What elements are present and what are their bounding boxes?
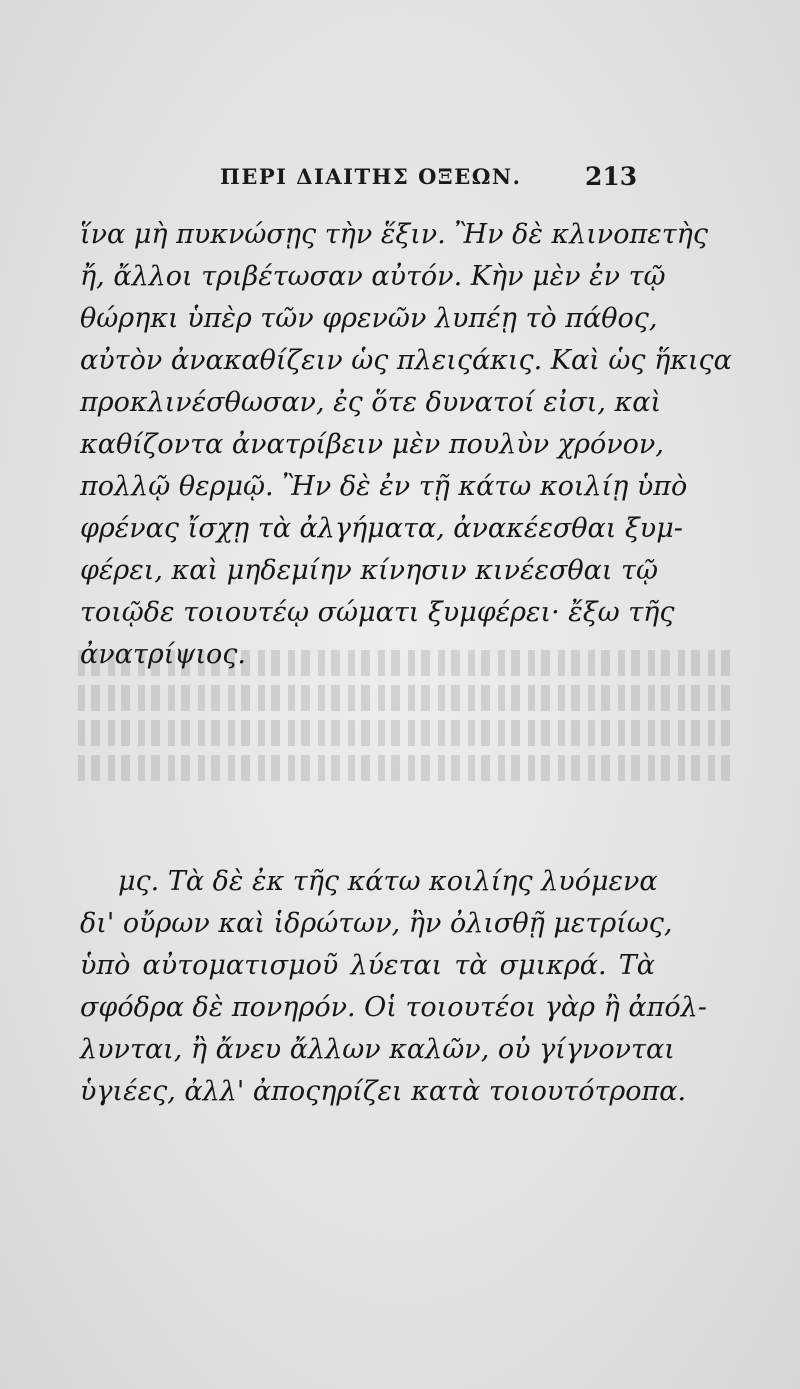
text-line: δι' οὔρων καὶ ἱδρώτων, ἢν ὀλισθῇ μετρίως, — [80, 908, 673, 939]
text-line: τοιῷδε τοιουτέῳ σώματι ξυμφέρει· ἔξω τῆς — [80, 597, 675, 628]
page-header — [0, 160, 800, 200]
text-line: προκλινέσθωσαν, ἐς ὅτε δυνατοί εἰσι, καὶ — [80, 387, 662, 418]
text-line: φέρει, καὶ μηδεμίην κίνησιν κινέεσθαι τῷ — [80, 555, 659, 586]
text-line: θώρηκι ὑπὲρ τῶν φρενῶν λυπέῃ τὸ πάθος, — [80, 303, 658, 334]
text-line: φρένας ἴσχῃ τὰ ἀλγήματα, ἀνακέεσθαι ξυμ- — [80, 513, 683, 544]
text-line: ἵνα μὴ πυκνώσῃς τὴν ἕξιν. Ἢν δὲ κλινοπετὴς — [80, 219, 708, 250]
text-line: ὑγιέες, ἀλλ' ἀποςηρίζει κατὰ τοιουτότροπα. — [80, 1076, 687, 1107]
page-number: 213 — [585, 162, 638, 191]
text-line: ἀνατρίψιος. — [80, 639, 246, 670]
show-through-shadow — [70, 650, 730, 830]
text-line: ὑπὸ αὐτοματισμοῦ λύεται τὰ σμικρά. Τὰ — [80, 950, 655, 981]
text-line: ἤ, ἄλλοι τριβέτωσαν αὐτόν. Κὴν μὲν ἐν τῷ — [80, 261, 666, 292]
text-line: μς. Τὰ δὲ ἐκ τῆς κάτω κοιλίης λυόμενα — [118, 866, 658, 897]
text-line: λυνται, ἢ ἄνευ ἄλλων καλῶν, οὐ γίγνονται — [80, 1034, 675, 1065]
running-title: ΠΕΡΙ ΔΙΑΙΤΗΣ ΟΞΕΩΝ. — [220, 164, 522, 189]
text-line: πολλῷ θερμῷ. Ἢν δὲ ἐν τῇ κάτω κοιλίῃ ὑπὸ — [80, 471, 688, 502]
text-line: καθίζοντα ἀνατρίβειν μὲν πουλὺν χρόνον, — [80, 429, 664, 460]
text-line: αὐτὸν ἀνακαθίζειν ὡς πλειςάκις. Καὶ ὡς ἥκιςα — [80, 345, 732, 376]
text-line: σφόδρα δὲ πονηρόν. Οἱ τοιουτέοι γὰρ ἢ ἀπόλ- — [80, 992, 707, 1023]
